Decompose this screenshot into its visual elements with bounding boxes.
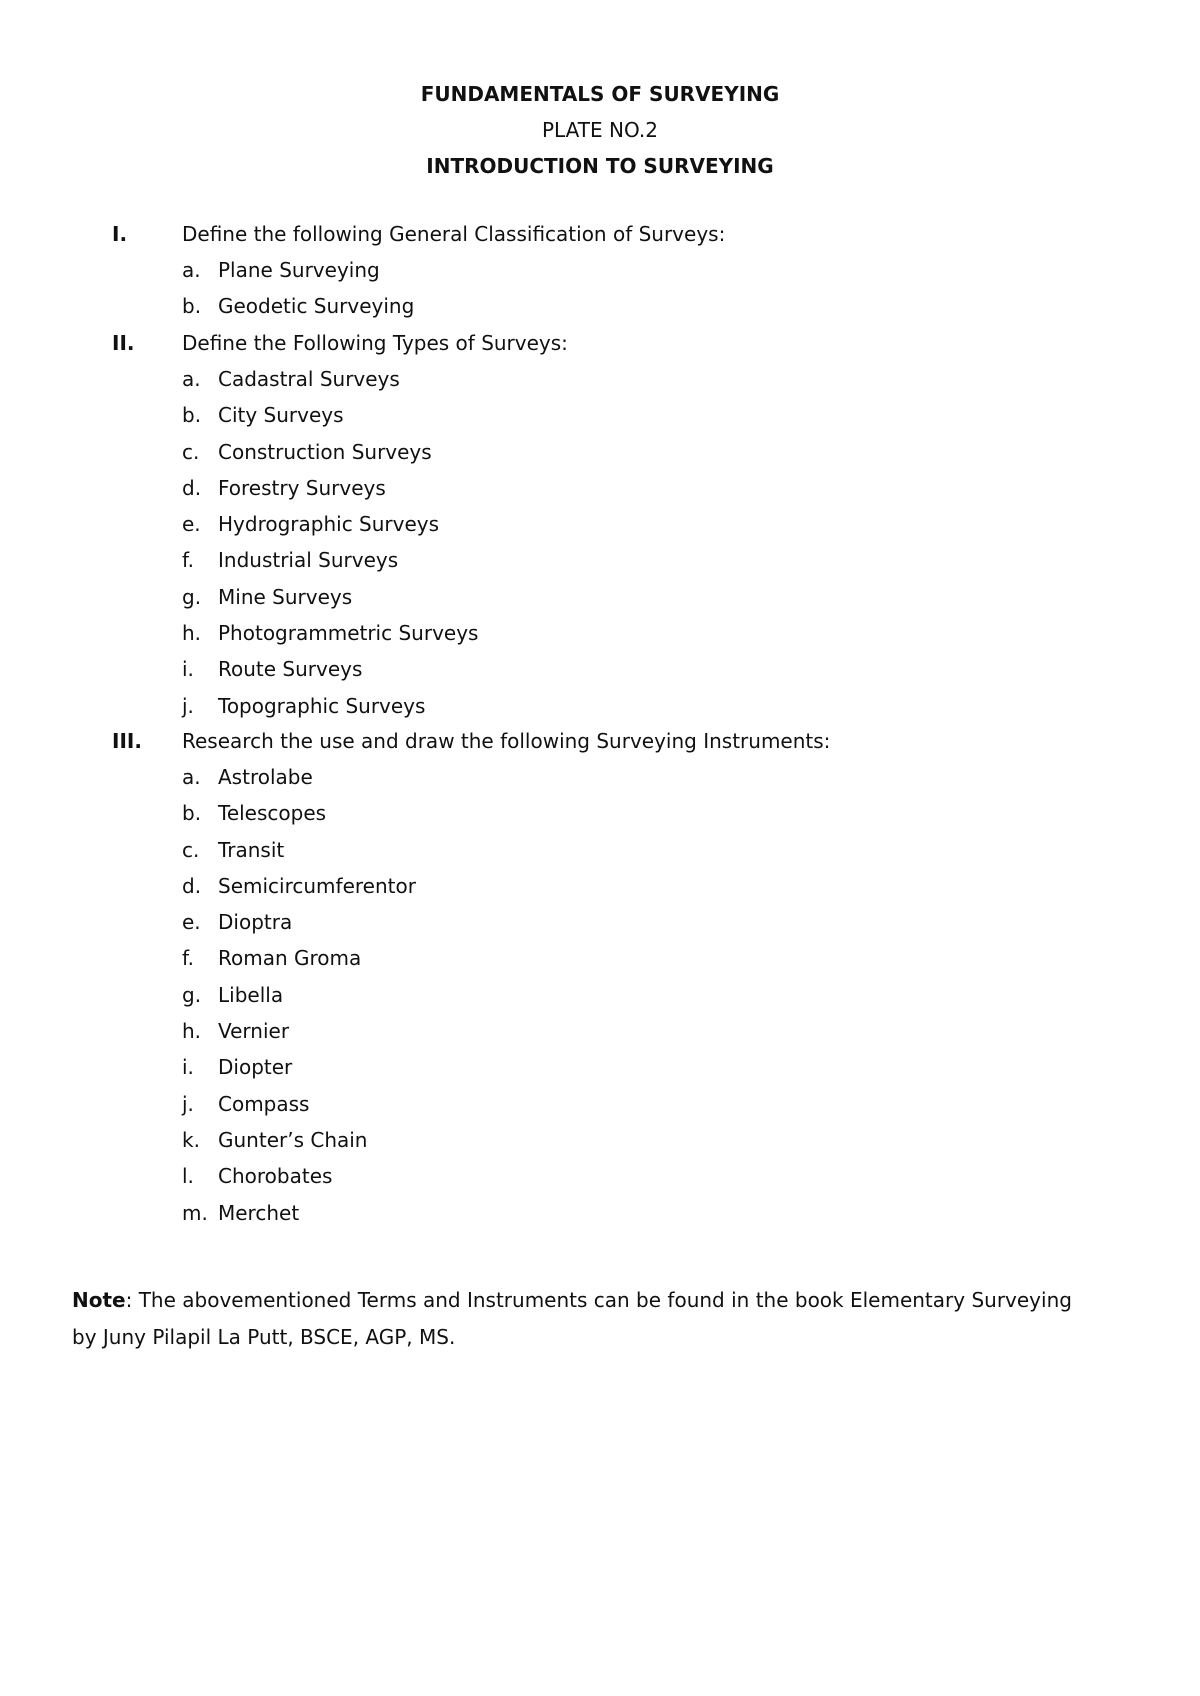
item-list (182, 252, 414, 325)
item-list (182, 361, 478, 724)
document-header (0, 76, 1200, 184)
list-item: b. City Surveys (182, 403, 344, 428)
list-item: a. Plane Surveying (182, 258, 380, 282)
document-title: FUNDAMENTALS OF SURVEYING (420, 82, 780, 106)
list-item: i. Diopter (182, 1055, 293, 1080)
list-item: j. Compass (182, 1091, 310, 1116)
section-numeral: II. (112, 331, 135, 355)
note-text: : The abovementioned Terms and Instruments can be found in the book Elementary Surveying by Juny Pilapil La Putt, BSCE, AGP, MS. (72, 1288, 1072, 1349)
list-item: j. Topographic Surveys (182, 693, 426, 718)
list-item: g. Libella (182, 982, 284, 1007)
list-item: k. Gunter’s Chain (182, 1127, 368, 1152)
item-list (182, 759, 416, 1231)
list-item: e. Hydrographic Surveys (182, 512, 440, 537)
section-numeral: III. (112, 729, 142, 753)
list-item: d. Semicircumferentor (182, 873, 416, 898)
list-item: b. Geodetic Surveying (182, 294, 415, 319)
list-item: a. Astrolabe (182, 765, 313, 789)
section-numeral: I. (112, 222, 128, 246)
list-item: m. Merchet (182, 1200, 300, 1225)
list-item: e. Dioptra (182, 910, 293, 935)
section-heading: Define the Following Types of Surveys: (182, 331, 568, 355)
list-item: b. Telescopes (182, 801, 327, 826)
list-item: f. Industrial Surveys (182, 548, 399, 573)
list-item: h. Vernier (182, 1019, 290, 1044)
list-item: f. Roman Groma (182, 946, 362, 971)
list-item: a. Cadastral Surveys (182, 367, 400, 391)
list-item: l. Chorobates (182, 1164, 333, 1189)
plate-number: PLATE NO.2 (542, 118, 658, 142)
list-item: c. Transit (182, 837, 285, 862)
list-item: g. Mine Surveys (182, 584, 353, 609)
document-subtitle: INTRODUCTION TO SURVEYING (426, 154, 774, 178)
note-label: Note (72, 1288, 126, 1312)
note-paragraph (72, 1282, 1072, 1356)
list-item: c. Construction Surveys (182, 439, 432, 464)
list-item: h. Photogrammetric Surveys (182, 621, 479, 646)
list-item: d. Forestry Surveys (182, 475, 386, 500)
section-heading: Research the use and draw the following Surveying Instruments: (182, 729, 831, 753)
list-item: i. Route Surveys (182, 657, 363, 682)
section-heading: Define the following General Classification of Surveys: (182, 222, 726, 246)
